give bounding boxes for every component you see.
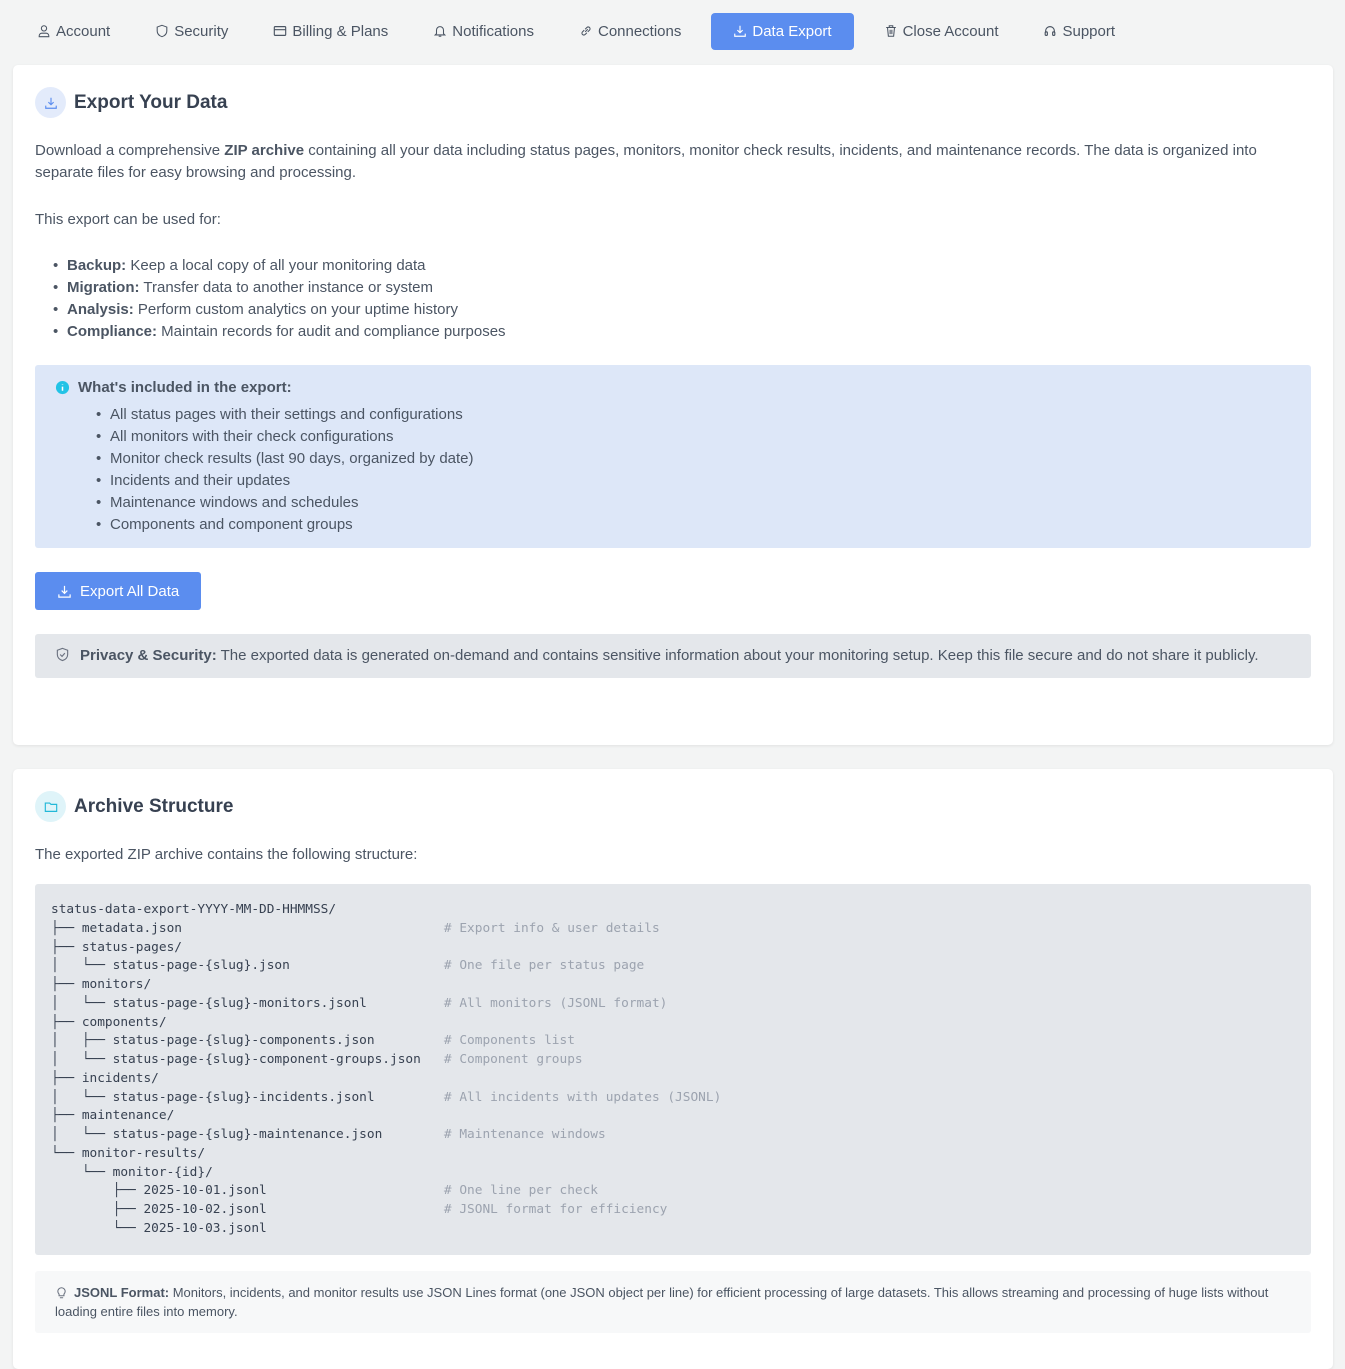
download-icon	[57, 584, 72, 599]
tree-comment: # All monitors (JSONL format)	[443, 995, 668, 1011]
list-item: • All monitors with their check configurations	[55, 426, 1291, 448]
export-intro	[35, 140, 1311, 184]
list-item	[35, 299, 1311, 321]
archive-title: Archive Structure	[74, 795, 234, 817]
tree-path: ├── status-pages/	[51, 939, 182, 955]
tree-path: │ └── status-page-{slug}-monitors.jsonl	[51, 995, 367, 1011]
lightbulb-icon	[55, 1286, 68, 1299]
included-title: What's included in the export:	[78, 379, 292, 396]
tab-label: Billing & Plans	[292, 22, 389, 40]
list-item	[35, 321, 1311, 343]
shield-icon	[155, 24, 169, 38]
use-text: Perform custom analytics on your uptime history	[133, 301, 458, 318]
tree-comment: # Maintenance windows	[443, 1127, 606, 1142]
use-text: Keep a local copy of all your monitoring data	[126, 257, 426, 274]
privacy-text: The exported data is generated on-demand and contains sensitive information about your monitoring setup. Keep this file secure and do not share it publicly.	[216, 647, 1259, 664]
tree-comment: # JSONL format for efficiency	[443, 1202, 668, 1217]
tab-close-account[interactable]	[869, 13, 1014, 50]
tab-support[interactable]	[1028, 13, 1130, 50]
tree-path: │ └── status-page-{slug}-component-groups.json	[51, 1052, 421, 1067]
tab-label: Data Export	[752, 22, 832, 40]
tree-line	[51, 1145, 1295, 1164]
tree-path: ├── monitors/	[51, 977, 152, 992]
tree-line	[51, 957, 1295, 976]
note-text: Monitors, incidents, and monitor results use JSON Lines format (one JSON object per line) for efficient processing of large datasets. This allows streaming and processing of huge lists without loading entire files into memory.	[55, 1284, 1269, 1319]
list-item: • All status pages with their settings and configurations	[55, 404, 1291, 426]
list-item: • Incidents and their updates	[55, 470, 1291, 492]
use-text: Maintain records for audit and compliance purposes	[157, 323, 506, 340]
tree-path: │ └── status-page-{slug}-maintenance.json	[51, 1127, 383, 1142]
trash-icon	[884, 24, 898, 38]
tree-line	[51, 1051, 1295, 1070]
shield-check-icon	[55, 647, 70, 662]
tree-path: ├── 2025-10-01.jsonl	[51, 1183, 267, 1199]
intro-bold: ZIP archive	[224, 142, 305, 159]
tree-path: │ ├── status-page-{slug}-components.json	[51, 1033, 375, 1049]
uses-label: This export can be used for:	[35, 211, 221, 228]
tree-path: │ └── status-page-{slug}-incidents.jsonl	[51, 1089, 375, 1105]
tree-line	[51, 920, 1295, 939]
intro-text: containing all your data including status pages, monitors, monitor check results, incidents, and maintenance records. The data is organized into separate files for easy browsing and processing.	[35, 142, 1257, 181]
headset-icon	[1043, 24, 1057, 38]
included-box	[35, 365, 1311, 548]
list-item: • Components and component groups	[55, 514, 1291, 536]
info-icon	[55, 380, 70, 395]
tree-line	[51, 1126, 1295, 1145]
export-title: Export Your Data	[74, 91, 228, 113]
use-term: Analysis:	[67, 301, 134, 318]
tab-label: Security	[174, 22, 229, 40]
tree-path: ├── components/	[51, 1014, 167, 1030]
tree-line	[51, 939, 1295, 958]
use-term: Backup:	[67, 257, 127, 274]
tree-comment: # Export info & user details	[443, 920, 660, 936]
tree-path: status-data-export-YYYY-MM-DD-HHMMSS/	[51, 902, 337, 917]
folder-icon	[35, 791, 66, 822]
user-icon	[37, 24, 51, 38]
tab-label: Connections	[597, 22, 682, 40]
download-icon	[35, 87, 66, 118]
export-all-data-button[interactable]	[35, 572, 201, 610]
tab-security[interactable]	[140, 13, 243, 50]
tree-line	[51, 976, 1295, 995]
download-icon	[733, 24, 747, 38]
credit-card-icon	[273, 24, 287, 38]
tree-comment: # Component groups	[443, 1052, 583, 1067]
tree-line	[51, 901, 1295, 920]
tree-path: ├── 2025-10-02.jsonl	[51, 1202, 267, 1217]
link-icon	[579, 24, 593, 38]
tab-billing[interactable]	[258, 13, 403, 50]
tree-path: ├── incidents/	[51, 1070, 159, 1086]
tree-line	[51, 1070, 1295, 1089]
tab-connections[interactable]	[564, 13, 696, 50]
tree-line	[51, 1220, 1295, 1239]
archive-intro: The exported ZIP archive contains the following structure:	[35, 846, 418, 863]
export-card	[13, 65, 1333, 745]
list-item: • Maintenance windows and schedules	[55, 492, 1291, 514]
archive-card	[13, 769, 1333, 1369]
tab-label: Close Account	[902, 22, 999, 40]
tree-line	[51, 1032, 1295, 1051]
tab-account[interactable]	[22, 13, 125, 50]
tree-line	[51, 1164, 1295, 1183]
tree-line	[51, 1182, 1295, 1201]
privacy-bold: Privacy & Security:	[80, 647, 217, 664]
tree-path: ├── metadata.json	[51, 920, 182, 936]
tree-comment: # One line per check	[443, 1183, 599, 1199]
list-item	[35, 255, 1311, 277]
tree-path: └── monitor-{id}/	[51, 1164, 213, 1180]
jsonl-note	[35, 1271, 1311, 1333]
settings-tabs	[0, 0, 1345, 62]
tree-line	[51, 1089, 1295, 1108]
tree-path: └── 2025-10-03.jsonl	[51, 1220, 267, 1236]
uses-list	[35, 255, 1311, 343]
tab-notifications[interactable]	[418, 13, 549, 50]
tree-line	[51, 995, 1295, 1014]
tree-line	[51, 1201, 1295, 1220]
tree-line	[51, 1014, 1295, 1033]
included-list	[55, 404, 1291, 536]
tree-comment: # Components list	[443, 1033, 575, 1049]
archive-tree	[35, 884, 1311, 1255]
tab-label: Support	[1062, 22, 1116, 40]
privacy-notice	[35, 634, 1311, 678]
intro-text: Download a comprehensive	[35, 142, 225, 159]
list-item	[35, 277, 1311, 299]
button-label: Export All Data	[80, 582, 180, 600]
tab-data-export[interactable]	[711, 13, 853, 50]
tree-comment: # One file per status page	[443, 958, 645, 974]
tree-path: └── monitor-results/	[51, 1145, 206, 1161]
tree-comment: # All incidents with updates (JSONL)	[443, 1089, 722, 1105]
tree-path: ├── maintenance/	[51, 1108, 175, 1124]
note-bold: JSONL Format:	[74, 1284, 170, 1300]
tab-label: Account	[56, 22, 111, 40]
use-text: Transfer data to another instance or system	[139, 279, 433, 296]
use-term: Migration:	[67, 279, 140, 296]
tree-path: │ └── status-page-{slug}.json	[51, 958, 290, 974]
use-term: Compliance:	[67, 323, 158, 340]
bell-icon	[433, 24, 447, 38]
tree-line	[51, 1107, 1295, 1126]
list-item: • Monitor check results (last 90 days, organized by date)	[55, 448, 1291, 470]
tab-label: Notifications	[452, 22, 534, 40]
